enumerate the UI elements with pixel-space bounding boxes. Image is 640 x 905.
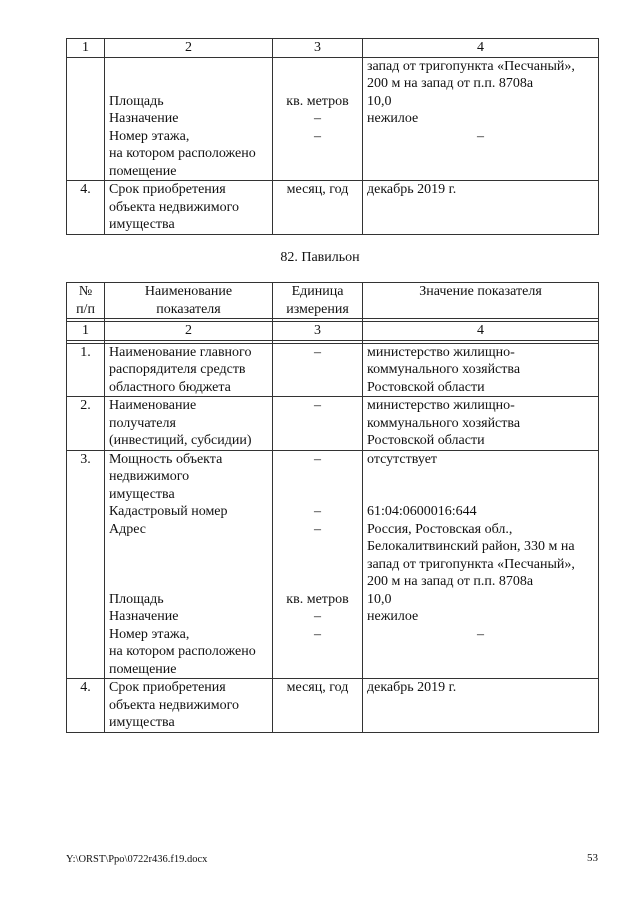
value-line: 200 м на запад от п.п. 8708а [367,76,534,91]
unit-value [277,468,358,486]
value-line: нежилое [367,609,419,624]
unit-value: – [314,609,321,624]
value-line [367,486,594,504]
unit-value: – [273,343,363,397]
indicator-name: Номер этажа, [109,626,190,642]
value-line: декабрь 2019 г. [363,181,599,235]
value-line: коммунального хозяйства [367,415,521,431]
footer-file-path: Y:\ORST\Ppo\0722r436.f19.docx [66,854,208,865]
header-text: Наименование [144,284,233,299]
unit-value [277,486,358,504]
table-row-4 [67,679,599,733]
pavilion-table [66,282,599,733]
header-text: п/п [76,301,95,317]
indicator-name: помещение [109,661,177,677]
indicator-name: распорядителя средств [109,362,246,377]
col-index-1: 1 [67,322,105,341]
unit-value: – [314,521,321,537]
floor-value: – [477,128,484,144]
indicator-name: имущества [109,486,175,502]
unit-value: месяц, год [273,679,363,733]
value-line: Россия, Ростовская обл., [367,521,513,537]
value-line: коммунального хозяйства [367,362,521,377]
table-row-4 [67,181,599,235]
value-line: министерство жилищно- [367,398,515,413]
col-index-4: 4 [363,39,599,58]
indicator-name-cell [105,57,273,181]
row-num: 4. [67,679,105,733]
value-cell [363,343,599,397]
unit-value [277,643,358,661]
row-num-cell [67,57,105,181]
indicator-name-cell [105,679,273,733]
value-line: запад от тригопункта «Песчаный», [367,556,575,572]
indicator-name: (инвестиций, субсидии) [109,433,252,448]
indicator-name: Номер этажа, [109,128,190,144]
floor-value: – [477,626,484,642]
col-index-1: 1 [67,39,105,58]
header-num [67,283,105,319]
unit-cell [273,57,363,181]
indicator-name: Назначение [109,609,179,624]
unit-cell [273,450,363,679]
indicator-name: Площадь [109,93,164,109]
continued-table [66,38,599,235]
col-index-3: 3 [273,39,363,58]
section-title: 82. Павильон [280,250,360,265]
indicator-name: Срок приобретения [109,680,226,695]
indicator-name: недвижимого [109,469,190,484]
value-line: нежилое [367,111,419,126]
value-cell [363,450,599,679]
value-line: министерство жилищно- [367,344,515,360]
header-text: Единица [291,284,344,299]
table-row-2 [67,397,599,451]
row-num: 4. [67,181,105,235]
value-line: Ростовской области [367,433,485,448]
header-text: показателя [156,301,221,317]
indicator-name: получателя [109,415,176,431]
col-index-4: 4 [363,322,599,341]
indicator-name [109,538,268,556]
value-line: отсутствует [367,451,438,467]
row-num: 1. [67,343,105,397]
value-line: 200 м на запад от п.п. 8708а [367,574,534,589]
unit-value: – [314,111,321,126]
unit-value [277,573,358,591]
value-line: 10,0 [367,93,392,109]
unit-value [277,556,358,574]
value-line: декабрь 2019 г. [363,679,599,733]
value-cell [363,397,599,451]
indicator-name: Наименование главного [109,344,252,360]
indicator-name: Срок приобретения [109,182,226,197]
row-num: 2. [67,397,105,451]
header-value: Значение показателя [363,283,599,319]
indicator-name: помещение [109,163,177,179]
indicator-name: имущества [109,715,175,730]
col-index-2: 2 [105,39,273,58]
col-index-2: 2 [105,322,273,341]
table-row-3 [67,450,599,679]
unit-value: – [314,626,321,642]
unit-value: – [314,451,321,467]
value-line: Ростовской области [367,379,485,395]
indicator-name: Адрес [109,521,147,537]
indicator-name: Мощность объекта [109,451,223,467]
indicator-name: объекта недвижимого [109,199,240,215]
indicator-name: на котором расположено [109,146,256,161]
column-index-row [67,39,599,58]
indicator-name: объекта недвижимого [109,697,240,713]
value-line [367,661,594,679]
row-num: 3. [67,450,105,679]
header-text: № [78,284,93,299]
value-line: 10,0 [367,591,392,607]
indicator-name: областного бюджета [109,379,231,395]
unit-value: кв. метров [286,591,349,607]
column-index-row [67,322,599,341]
indicator-name-cell [105,181,273,235]
table-row-1 [67,343,599,397]
header-unit [273,283,363,319]
indicator-name-cell [105,343,273,397]
unit-value: – [273,397,363,451]
indicator-name-cell [105,450,273,679]
indicator-name [109,573,268,591]
header-name [105,283,273,319]
unit-value [277,538,358,556]
unit-value: кв. метров [286,93,349,109]
indicator-name: Назначение [109,111,179,126]
indicator-name: на котором расположено [109,644,256,659]
indicator-name-cell [105,397,273,451]
unit-value: месяц, год [273,181,363,235]
unit-value: – [314,504,321,519]
indicator-name: Кадастровый номер [109,504,228,519]
value-line [367,468,594,486]
header-text: измерения [286,301,349,317]
value-line: запад от тригопункта «Песчаный», [367,58,575,74]
unit-value [277,661,358,679]
page-number: 53 [587,852,598,864]
value-cell [363,57,599,181]
indicator-name: имущества [109,217,175,232]
unit-value: – [314,128,321,144]
table-header-row [67,283,599,319]
value-line: Белокалитвинский район, 330 м на [367,539,575,554]
col-index-3: 3 [273,322,363,341]
value-line [367,643,594,661]
indicator-name [109,556,268,574]
table-row-continued [67,57,599,181]
indicator-name: Наименование [109,398,197,413]
value-line: 61:04:0600016:644 [367,504,477,519]
indicator-name: Площадь [109,591,164,607]
